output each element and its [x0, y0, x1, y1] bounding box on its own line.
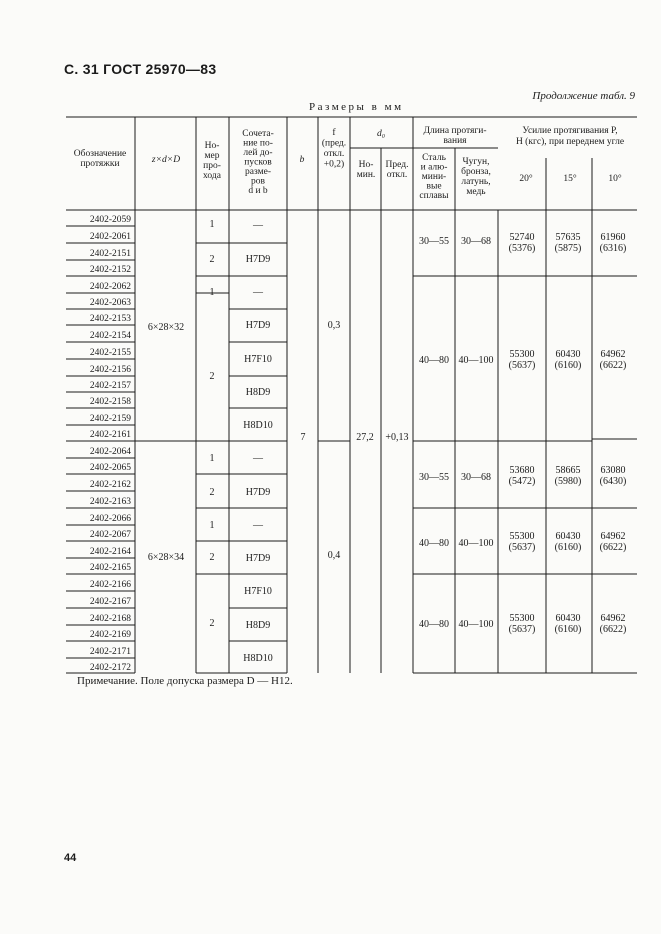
force-kgf-cell: (5472)	[508, 476, 536, 487]
table-grid	[66, 117, 637, 673]
d0-deviation-header: откл.	[386, 170, 408, 180]
steel-header: вые	[426, 181, 442, 192]
d0-deviation-header: Пред.	[385, 160, 409, 170]
table-continuation-label: Продолжение табл. 9	[532, 90, 635, 102]
cast-iron-header: бронза,	[461, 167, 491, 177]
length-steel-cell: 40—80	[419, 355, 449, 366]
length-castiron-cell: 40—100	[458, 538, 494, 549]
f-cell: 0,3	[327, 320, 341, 331]
length-steel-cell: 40—80	[419, 619, 449, 630]
designation-cell: 2402-2167	[89, 597, 131, 607]
length-steel-cell: 30—55	[419, 472, 449, 483]
force-newton-cell: 60430	[555, 531, 581, 542]
designation-cell: 2402-2158	[89, 397, 131, 407]
force-kgf-cell: (5980)	[554, 476, 582, 487]
designation-cell: 2402-2166	[89, 580, 131, 590]
designation-cell: 2402-2157	[89, 381, 131, 391]
length-castiron-cell: 40—100	[458, 619, 494, 630]
tolerance-cell: —	[253, 453, 263, 464]
f-header: f	[332, 128, 336, 138]
f-header: (пред.	[321, 138, 347, 149]
page-header: С. 31 ГОСТ 25970—83	[64, 61, 217, 77]
table-note: Примечание. Поле допуска размера D — H12.	[77, 675, 293, 687]
force-newton-cell: 64962	[600, 613, 626, 624]
designation-cell: 2402-2066	[89, 514, 131, 524]
force-kgf-cell: (6622)	[599, 360, 627, 371]
designation-cell: 2402-2155	[89, 348, 131, 358]
page-number: 44	[64, 852, 77, 864]
force-newton-cell: 60430	[555, 349, 581, 360]
tolerance-cell: H7D9	[245, 254, 271, 265]
designation-cell: 2402-2171	[89, 647, 131, 657]
force-kgf-cell: (5637)	[508, 624, 536, 635]
pass-number-header: Но-	[204, 141, 220, 151]
tolerances-header: ние по-	[243, 138, 273, 149]
force-newton-cell: 55300	[509, 531, 535, 542]
force-newton-cell: 57635	[555, 232, 581, 243]
length-header: вания	[443, 136, 467, 146]
designation-cell: 2402-2164	[89, 547, 131, 557]
length-castiron-cell: 30—68	[461, 236, 491, 247]
d0-deviation-cell: +0,13	[385, 432, 409, 443]
tolerances-header: ров	[251, 176, 265, 187]
designation-header: протяжки	[80, 159, 120, 169]
force-header: Усилие протягивания P,	[522, 126, 618, 136]
tolerance-cell: H8D9	[245, 620, 271, 631]
force-kgf-cell: (5875)	[554, 243, 582, 254]
designation-cell: 2402-2156	[89, 365, 131, 375]
force-kgf-cell: (6160)	[554, 624, 582, 635]
designation-cell: 2402-2162	[89, 480, 131, 490]
size-cell: 6×28×32	[147, 322, 185, 333]
designation-cell: 2402-2063	[89, 298, 131, 308]
tolerance-cell: —	[253, 287, 263, 298]
steel-header: Сталь	[422, 153, 446, 163]
designation-header: Обозначение	[73, 149, 127, 159]
cast-iron-header: латунь,	[461, 177, 491, 187]
length-steel-cell: 40—80	[419, 538, 449, 549]
size-cell: 6×28×34	[147, 552, 185, 563]
designation-cell: 2402-2154	[89, 331, 131, 341]
f-header: +0,2)	[323, 159, 345, 170]
tolerances-header: лей до-	[243, 148, 273, 158]
tolerance-cell: H7D9	[245, 553, 271, 564]
force-kgf-cell: (6160)	[554, 542, 582, 553]
pass-number-cell: 1	[209, 453, 215, 464]
force-newton-cell: 55300	[509, 349, 535, 360]
d0-header: d₀	[376, 129, 386, 139]
cast-iron-header: медь	[466, 187, 486, 197]
angle-20-header: 20°	[519, 174, 533, 184]
designation-cell: 2402-2165	[89, 563, 131, 573]
b-header: b	[299, 155, 305, 165]
force-kgf-cell: (5637)	[508, 360, 536, 371]
designation-cell: 2402-2153	[89, 314, 131, 324]
pass-number-cell: 1	[209, 287, 215, 298]
designation-cell: 2402-2059	[89, 215, 131, 225]
cast-iron-header: Чугун,	[462, 157, 490, 167]
steel-header: и алю-	[420, 162, 448, 173]
pass-number-cell: 2	[209, 552, 215, 563]
tolerances-header: разме-	[245, 167, 271, 177]
tolerances-header: Сочета-	[242, 129, 274, 139]
steel-header: мини-	[421, 172, 447, 182]
tolerance-cell: H7D9	[245, 320, 271, 331]
designation-cell: 2402-2064	[89, 447, 131, 457]
angle-10-header: 10°	[608, 174, 622, 184]
pass-number-cell: 2	[209, 371, 215, 382]
force-header: Н (кгс), при переднем угле	[515, 137, 625, 147]
designation-cell: 2402-2065	[89, 463, 131, 473]
pass-number-cell: 1	[209, 219, 215, 230]
force-newton-cell: 55300	[509, 613, 535, 624]
pass-number-cell: 2	[209, 618, 215, 629]
length-header: Длина протяги-	[423, 126, 487, 136]
length-castiron-cell: 30—68	[461, 472, 491, 483]
tolerance-cell: —	[253, 520, 263, 531]
designation-cell: 2402-2151	[89, 249, 131, 259]
length-steel-cell: 30—55	[419, 236, 449, 247]
force-newton-cell: 63080	[600, 465, 626, 476]
f-cell: 0,4	[327, 550, 341, 561]
force-kgf-cell: (5376)	[508, 243, 536, 254]
tolerance-cell: H8D10	[243, 653, 273, 664]
f-header: откл.	[323, 149, 345, 159]
force-kgf-cell: (6160)	[554, 360, 582, 371]
force-kgf-cell: (6430)	[599, 476, 627, 487]
force-kgf-cell: (5637)	[508, 542, 536, 553]
length-castiron-cell: 40—100	[458, 355, 494, 366]
force-kgf-cell: (6622)	[599, 624, 627, 635]
force-newton-cell: 60430	[555, 613, 581, 624]
pass-number-cell: 2	[209, 487, 215, 498]
designation-cell: 2402-2061	[89, 232, 131, 242]
force-newton-cell: 61960	[600, 232, 626, 243]
designation-cell: 2402-2159	[89, 414, 131, 424]
tolerance-cell: H7F10	[244, 354, 272, 365]
b-cell: 7	[300, 432, 306, 443]
tolerances-header: d и b	[248, 186, 268, 196]
designation-cell: 2402-2169	[89, 630, 131, 640]
tolerance-cell: H8D10	[243, 420, 273, 431]
designation-cell: 2402-2152	[89, 265, 131, 275]
designation-cell: 2402-2163	[89, 497, 131, 507]
tolerance-cell: H7F10	[244, 586, 272, 597]
d0-nominal-header: мин.	[356, 170, 376, 180]
force-newton-cell: 53680	[509, 465, 535, 476]
tolerance-cell: H8D9	[245, 387, 271, 398]
pass-number-header: хода	[203, 171, 221, 181]
designation-cell: 2402-2161	[89, 430, 131, 440]
d0-nominal-header: Но-	[358, 160, 374, 170]
units-caption: Размеры в мм	[309, 101, 404, 113]
pass-number-header: про-	[203, 161, 221, 171]
steel-header: сплавы	[419, 191, 449, 201]
tolerance-cell: —	[253, 220, 263, 231]
designation-cell: 2402-2062	[89, 282, 131, 292]
force-newton-cell: 64962	[600, 531, 626, 542]
pass-number-cell: 2	[209, 254, 215, 265]
tolerance-cell: H7D9	[245, 487, 271, 498]
force-kgf-cell: (6316)	[599, 243, 627, 254]
zdD-header: z×d×D	[151, 155, 181, 165]
pass-number-cell: 1	[209, 520, 215, 531]
pass-number-header: мер	[204, 151, 220, 161]
designation-cell: 2402-2067	[89, 530, 131, 540]
angle-15-header: 15°	[563, 174, 577, 184]
designation-cell: 2402-2172	[89, 663, 131, 673]
designation-cell: 2402-2168	[89, 614, 131, 624]
force-newton-cell: 64962	[600, 349, 626, 360]
tolerances-header: пусков	[244, 157, 272, 168]
force-kgf-cell: (6622)	[599, 542, 627, 553]
d0-nominal-cell: 27,2	[356, 432, 374, 443]
force-newton-cell: 58665	[555, 465, 581, 476]
force-newton-cell: 52740	[509, 232, 535, 243]
